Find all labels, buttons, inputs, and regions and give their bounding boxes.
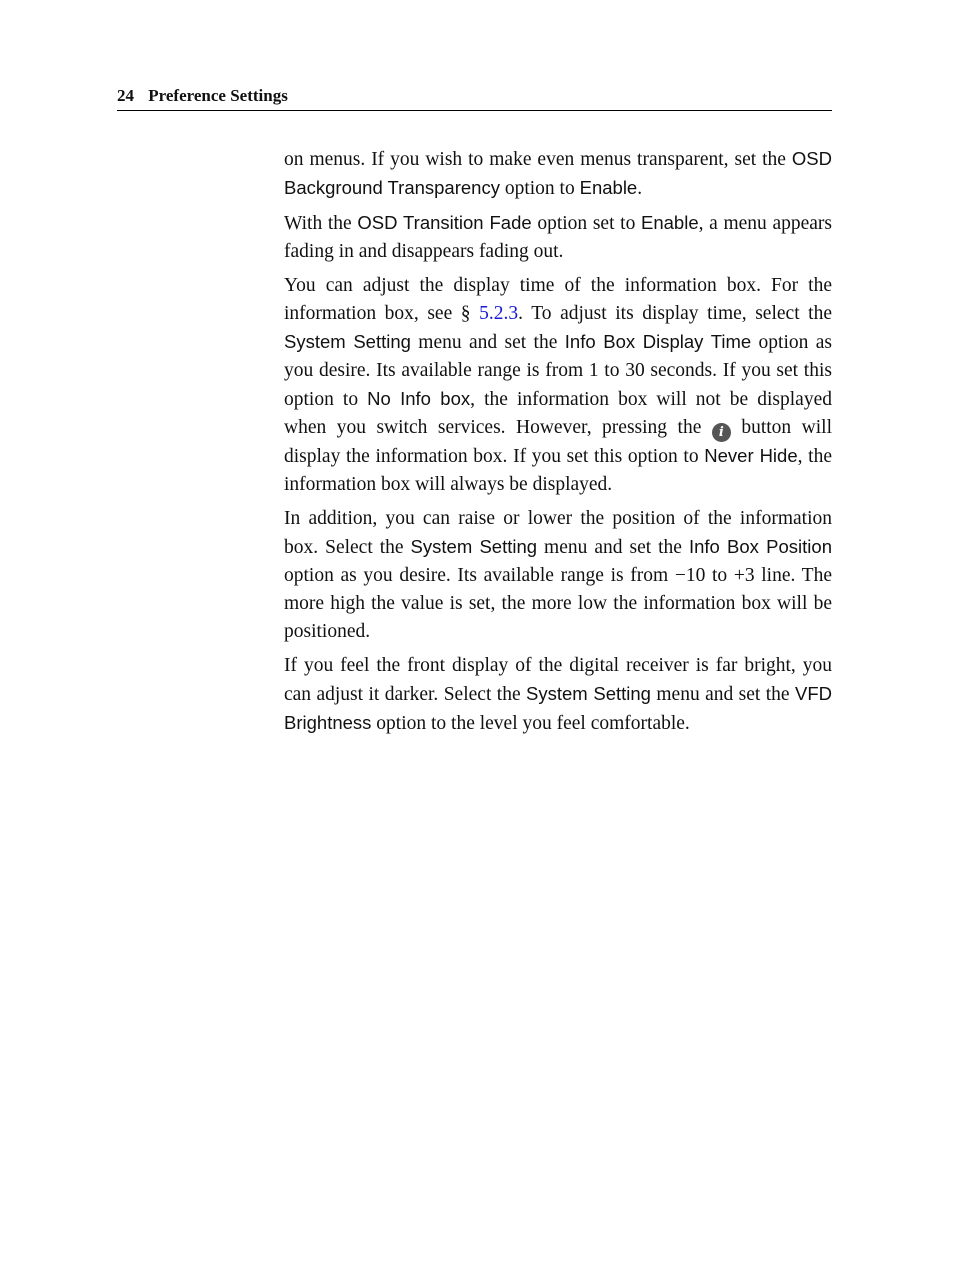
text: In addition, you can raise or lower the position of the information box. Select the [284, 508, 832, 558]
paragraph-osd-fade [284, 209, 832, 266]
ui-term: System Setting [410, 536, 538, 557]
ui-term: Enable [641, 212, 699, 233]
info-button-icon: i [712, 423, 731, 442]
text: option to [499, 178, 580, 199]
ui-term: OSD Background Transparency [284, 148, 832, 198]
text: option as you desire. Its available range is from −10 to +3 line. The more high the value is set, the more low the information box will be positioned. [284, 565, 832, 642]
ui-term: System Setting [284, 331, 411, 352]
ui-term: Enable [579, 177, 638, 198]
text: button will display the information box. If you set this option to [284, 417, 832, 467]
paragraph-info-box-time [284, 272, 832, 499]
text: . [637, 178, 643, 199]
section-title: Preference Settings [148, 86, 288, 105]
paragraph-osd-transparency [284, 145, 832, 203]
text: menu and set the [410, 332, 565, 353]
page-number: 24 [117, 86, 134, 105]
ui-term: VFD Brightness [284, 683, 832, 733]
paragraph-info-box-position [284, 505, 832, 646]
ui-term: Info Box Position [688, 536, 832, 557]
text: on menus. If you wish to make even menus transparent, set the [284, 149, 792, 170]
text: . To adjust its display time, select the [518, 303, 833, 324]
ui-term: Info Box Display Time [564, 331, 752, 352]
text: , a menu appears fading in and disappears fading out. [284, 213, 832, 262]
text: If you feel the front display of the digital receiver is far bright, you can adjust it darker. Select the [284, 655, 832, 705]
ui-term: OSD Transition Fade [357, 212, 532, 233]
text: option set to [531, 213, 641, 234]
text: option as you desire. Its available range is from 1 to 30 seconds. If you set this option to [284, 332, 832, 410]
text: , the information box will always be displayed. [284, 446, 833, 495]
body-text [284, 145, 832, 744]
ui-term: Never Hide [704, 445, 798, 466]
text: , the information box will not be displayed when you switch services. However, pressing the [284, 389, 832, 438]
text: With the [284, 213, 358, 234]
text: menu and set the [537, 537, 689, 558]
running-header [117, 86, 832, 111]
section-link[interactable]: 5.2.3 [479, 303, 519, 324]
text: option to the level you feel comfortable. [371, 713, 690, 734]
paragraph-vfd-brightness [284, 652, 832, 738]
text: menu and set the [650, 684, 795, 705]
ui-term: No Info box [367, 388, 471, 409]
ui-term: System Setting [526, 683, 651, 704]
text: You can adjust the display time of the information box. For the information box, see § [284, 275, 832, 324]
